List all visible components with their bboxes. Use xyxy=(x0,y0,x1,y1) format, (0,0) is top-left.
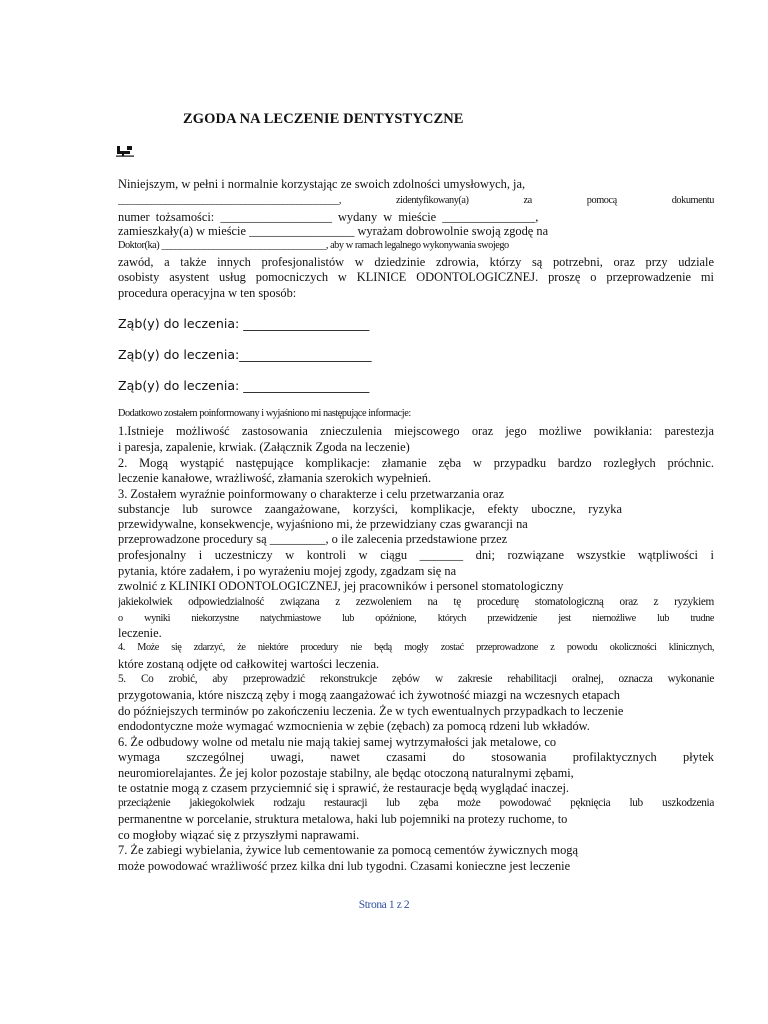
body-line: o wyniki niekorzystne natychmiastowe lub opóźnione, których przewidzenie jest niemożliwe lub trudne xyxy=(118,613,714,624)
tooth-line: Ząb(y) do leczenia:_____________________ xyxy=(118,347,372,362)
body-line: do późniejszych terminów po zakończeniu leczenia. Że w tych ewentualnych przypadkach to leczenie xyxy=(118,704,624,718)
body-line: i paresja, zapalenie, krwiak. (Załącznik Zgoda na leczenie) xyxy=(118,440,410,454)
body-line: 1.Istnieje możliwość zastosowania znieczulenia miejscowego oraz jego możliwe powikłania: parestezja xyxy=(118,424,714,438)
intro-line: _______________________________________________, zidentyfikowany(a) za pomocą dokumentu xyxy=(118,195,714,206)
body-line: 7. Że zabiegi wybielania, żywice lub cementowanie za pomocą cementów żywicznych mogą xyxy=(118,843,578,857)
body-line: co mogłoby wiązać się z przyszłymi naprawami. xyxy=(118,828,360,842)
body-line: zwolnić z KLINIKI ODONTOLOGICZNEJ, jej pracowników i personel stomatologiczny xyxy=(118,579,564,593)
intro-line: procedura operacyjna w ten sposób: xyxy=(118,286,297,300)
body-line: przewidywalne, konsekwencje, wyjaśniono mi, że przewidziany czas gwarancji na xyxy=(118,517,528,531)
body-line: permanentne w porcelanie, struktura metalowa, haki lub pojemniki na protezy ruchome, to xyxy=(118,812,568,826)
body-line: endodontyczne może wymagać wzmocnienia w zębie (zębach) za pomocą rdzeni lub wkładów. xyxy=(118,719,590,733)
intro-line: Doktor(ka) ___________________________________, aby w ramach legalnego wykonywania swojego xyxy=(118,240,509,251)
body-line: leczenie. xyxy=(118,626,162,640)
dental-chair-icon xyxy=(116,145,134,157)
tooth-line: Ząb(y) do leczenia: ____________________ xyxy=(118,316,370,331)
body-line: przeciążenie jakiegokolwiek rodzaju restauracji lub zęba może powodować pęknięcia lub uszkodzenia xyxy=(118,797,714,809)
body-line: leczenie kanałowe, wrażliwość, złamania szerokich wypełnień. xyxy=(118,471,432,485)
document-title: ZGODA NA LECZENIE DENTYSTYCZNE xyxy=(183,111,464,127)
body-line: wymaga szczególnej uwagi, nawet czasami do stosowania profilaktycznych płytek xyxy=(118,750,714,764)
body-line: może powodować wrażliwość przez kilka dni lub tygodni. Czasami konieczne jest leczenie xyxy=(118,859,571,873)
body-line: 2. Mogą wystąpić następujące komplikacje: złamanie zęba w przypadku bardzo rozległych próchnic. xyxy=(118,456,714,470)
body-line: pytania, które zadałem, i po wyrażeniu mojej zgody, zgadzam się na xyxy=(118,564,457,578)
body-line: neuromiorelajantes. Że jej kolor pozostaje stabilny, ale będąc otoczoną naturalnymi zębami, xyxy=(118,766,574,780)
intro-line: numer tożsamości: __________________ wydany w mieście _______________, xyxy=(118,210,539,224)
body-line: 3. Zostałem wyraźnie poinformowany o charakterze i celu przetwarzania oraz xyxy=(118,487,504,501)
body-line: 5. Co zrobić, aby przeprowadzić rekonstrukcje zębów w zakresie rehabilitacji oralnej, oznacza wykonanie xyxy=(118,673,714,685)
body-line: które zostaną odjęte od całkowitej wartości leczenia. xyxy=(118,657,380,671)
intro-line: zamieszkały(a) w mieście _________________ wyrażam dobrowolnie swoją zgodę na xyxy=(118,224,549,238)
tooth-line: Ząb(y) do leczenia: ____________________ xyxy=(118,378,370,393)
info-heading: Dodatkowo zostałem poinformowany i wyjaśniono mi następujące informacje: xyxy=(118,408,411,419)
body-line: te ostatnie mogą z czasem przyciemnić się i sprawić, że restauracje będą wyglądać inaczej. xyxy=(118,781,569,795)
body-line: przygotowania, które niszczą zęby i mogą zaangażować ich żywotność miazgi na wczesnych etapach xyxy=(118,688,620,702)
intro-line: osobisty asystent usług pomocniczych w KLINICE ODONTOLOGICZNEJ. proszę o przeprowadzenie mi xyxy=(118,270,714,284)
body-line: profesjonalny i uczestniczy w kontroli w ciągu _______ dni; rozwiązane wszystkie wątpliwości i xyxy=(118,548,714,562)
body-line: przeprowadzone procedury są _________, o ile zalecenia przedstawione przez xyxy=(118,532,508,546)
page-number: Strona 1 z 2 xyxy=(358,899,410,911)
body-line: 6. Że odbudowy wolne od metalu nie mają takiej samej wytrzymałości jak metalowe, co xyxy=(118,735,557,749)
body-line: substancje lub surowce zaangażowane, korzyści, komplikacje, efekty uboczne, ryzyka xyxy=(118,502,622,516)
body-line: jakiekolwiek odpowiedzialność związana z zezwoleniem na tę procedurę stomatologiczną oraz z ryzykiem xyxy=(118,596,714,608)
intro-line: zawód, a także innych profesjonalistów w dziedzinie zdrowia, którzy są potrzebni, oraz przy udziale xyxy=(118,255,714,269)
body-line: 4. Może się zdarzyć, że niektóre procedury nie będą mogły zostać przeprowadzone z powodu okoliczności klinicznych, xyxy=(118,642,714,653)
intro-line: Niniejszym, w pełni i normalnie korzystając ze swoich zdolności umysłowych, ja, xyxy=(118,177,526,191)
